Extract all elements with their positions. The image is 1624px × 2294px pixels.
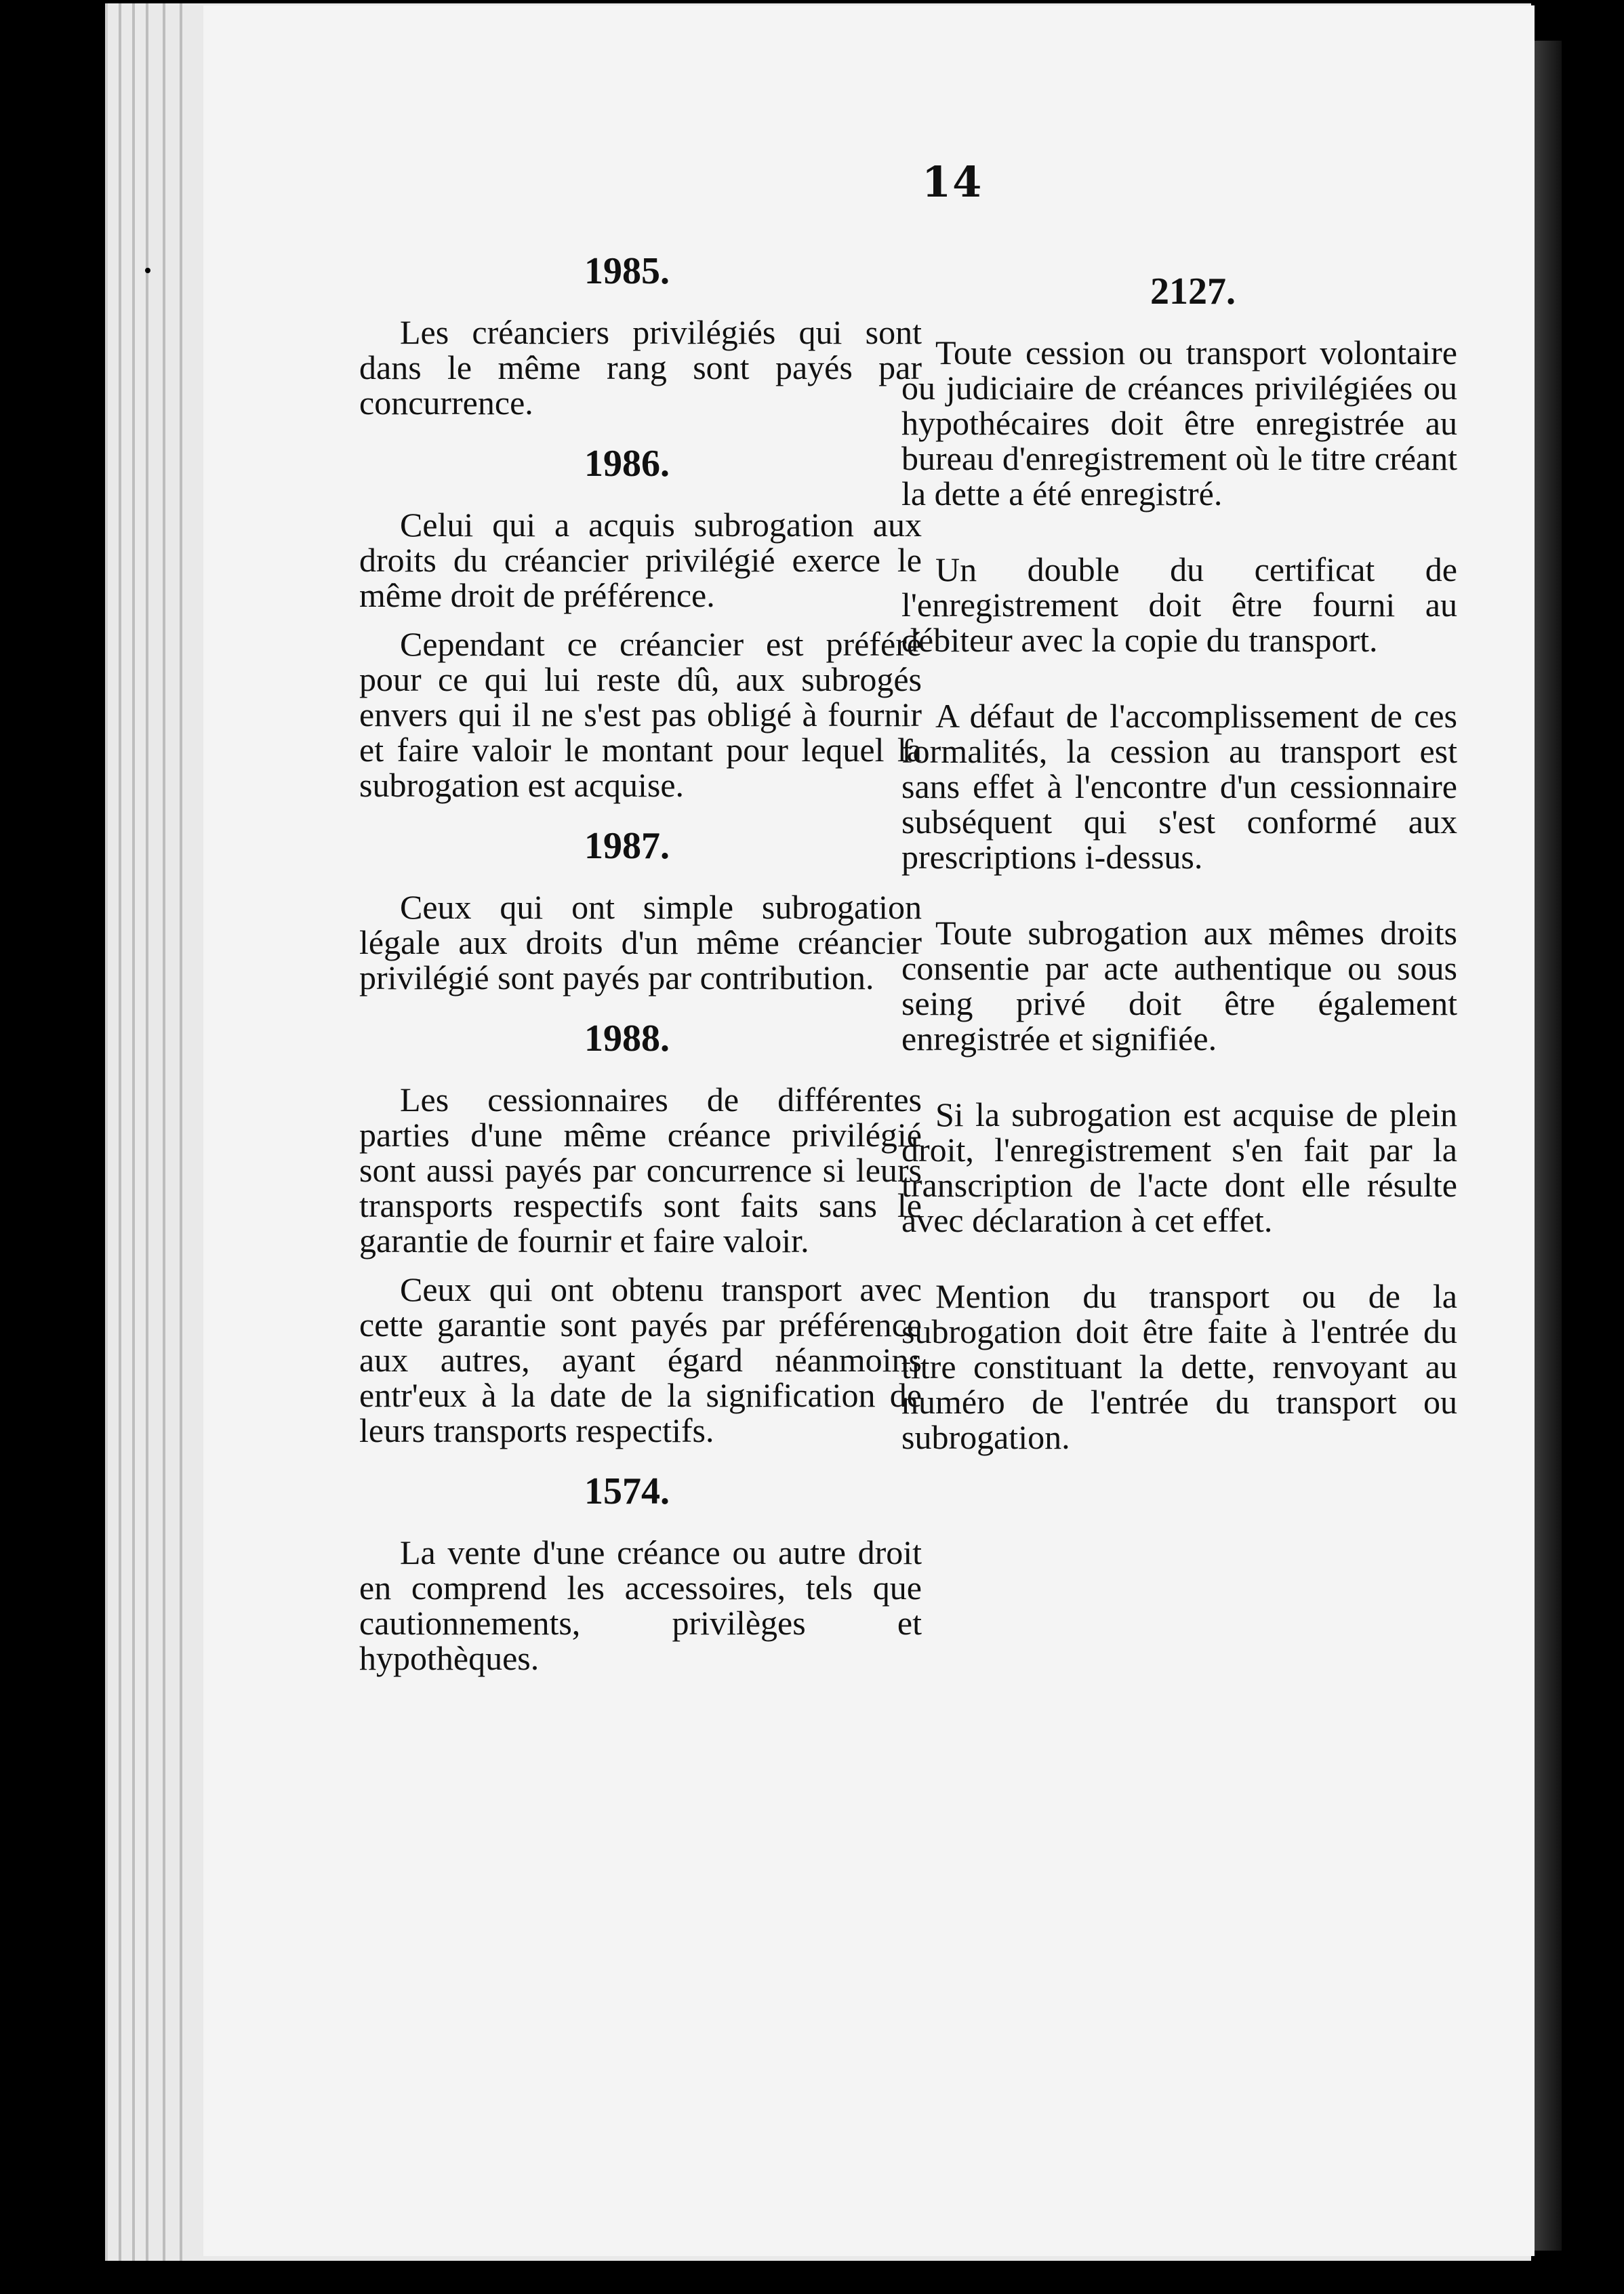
article-paragraph: Les cessionnaires de différentes parties d'une même créance privilégié sont aussi payés par concurrence si leurs transports respectifs sont faits sans le garantie de fournir et faire valoir. — [359, 1081, 922, 1260]
article-number: 1986. — [584, 443, 670, 485]
article-1574 — [359, 1471, 922, 1676]
article-1985 — [359, 251, 922, 420]
page-number: 14 — [922, 157, 983, 207]
page-edge — [163, 3, 165, 2261]
binding-shadow — [1535, 41, 1562, 2251]
article-paragraph: Mention du transport ou de la subrogation doit être faite à l'entrée du titre constituant la dette, renvoyant au numéro de l'entrée du transport ou subrogation. — [901, 1277, 1457, 1456]
page-edge — [180, 3, 182, 2261]
article-1987 — [359, 826, 922, 995]
speck — [145, 268, 150, 273]
page-edge — [119, 3, 121, 2261]
article-number: 2127. — [1150, 270, 1236, 313]
article-paragraph: Toute subrogation aux mêmes droits consentie par acte authentique ou sous seing privé doit être également enregistrée et signifiée. — [901, 914, 1457, 1058]
article-paragraph: A défaut de l'accomplissement de ces formalités, la cession au transport est sans effet à l'encontre d'un cessionnaire subséquent qui s'est conformé aux prescriptions i-dessus. — [901, 697, 1457, 876]
article-paragraph: Les créanciers privilégiés qui sont dans le même rang sont payés par concurrence. — [359, 313, 922, 422]
article-number: 1985. — [584, 250, 670, 292]
article-2127 — [901, 271, 1457, 1455]
article-paragraph: Ceux qui ont obtenu transport avec cette garantie sont payés par préférence aux autres, ayant égard néanmoins entr'eux à la date de la signification de leurs transports respectifs. — [359, 1270, 922, 1449]
article-paragraph: Celui qui a acquis subrogation aux droits du créancier privilégié exerce le même droit de préférence. — [359, 506, 922, 614]
article-number: 1574. — [584, 1470, 670, 1512]
article-paragraph: Cependant ce créancier est préféré pour ce qui lui reste dû, aux subrogés envers qui il ne s'est pas obligé à fournir et faire valoir le montant pour lequel la subrogation est acquise. — [359, 625, 922, 804]
article-number: 1987. — [584, 825, 670, 867]
article-1986 — [359, 443, 922, 803]
article-paragraph: Toute cession ou transport volontaire ou judiciaire de créances privilégiées ou hypothécaires doit être enregistrée au bureau d'enregistrement où le titre créant la dette a été enregistré. — [901, 334, 1457, 512]
page-edge — [146, 3, 148, 2261]
article-number: 1988. — [584, 1018, 670, 1060]
right-column — [901, 271, 1457, 1495]
article-1988 — [359, 1018, 922, 1448]
article-paragraph: Ceux qui ont simple subrogation légale aux droits d'un même créancier privilégié sont payés par contribution. — [359, 888, 922, 997]
article-paragraph: Un double du certificat de l'enregistrement doit être fourni au débiteur avec la copie du transport. — [901, 550, 1457, 659]
left-column — [359, 251, 922, 1699]
article-paragraph: Si la subrogation est acquise de plein droit, l'enregistrement s'en fait par la transcription de l'acte dont elle résulte avec déclaration à cet effet. — [901, 1095, 1457, 1239]
page-edge — [132, 3, 135, 2261]
article-paragraph: La vente d'une créance ou autre droit en comprend les accessoires, tels que cautionnements, privilèges et hypothèques. — [359, 1533, 922, 1677]
